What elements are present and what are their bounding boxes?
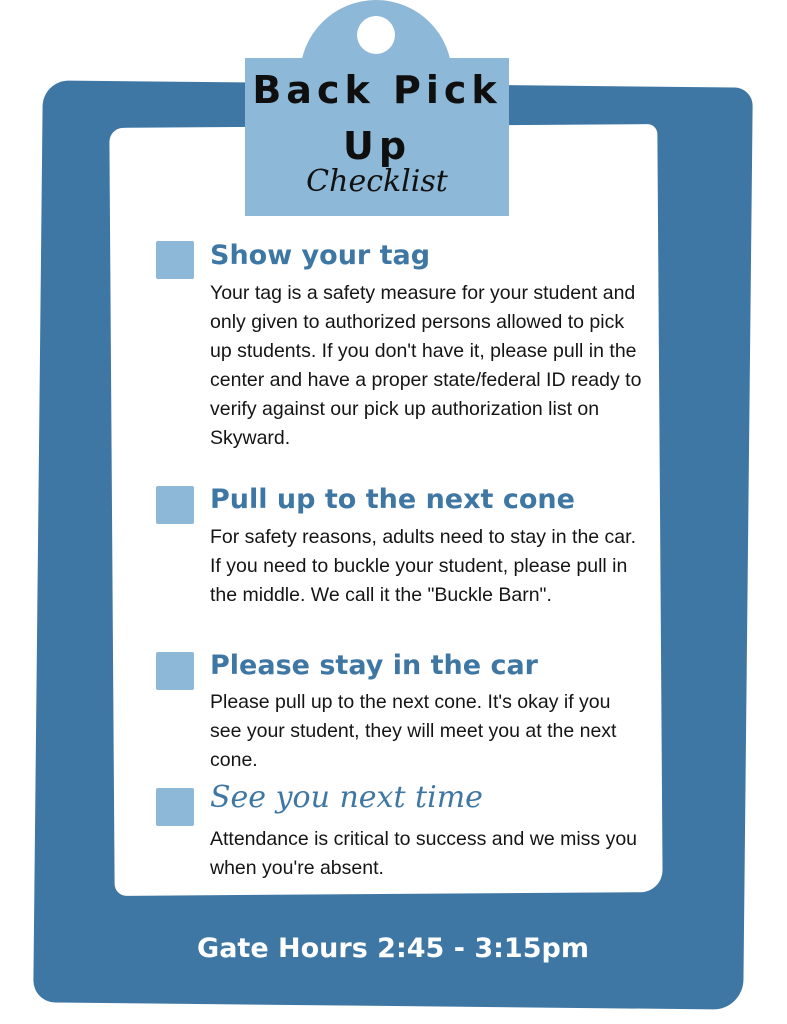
clip-hole xyxy=(357,16,395,54)
title-line-2: Up xyxy=(342,124,412,168)
title-line-1: Back Pick xyxy=(252,68,502,112)
item-body-show-tag: Your tag is a safety measure for your student and only given to authorized persons allowed to pick up students. If you don't have it, please pull in the center and have a proper state/federal ID ready to verify against our pick up authorization list on Skyward. xyxy=(210,282,642,449)
checkbox-stay-in-car[interactable] xyxy=(156,652,194,690)
item-title-next-cone: Pull up to the next cone xyxy=(210,484,575,515)
gate-hours: Gate Hours 2:45 - 3:15pm xyxy=(197,933,589,964)
checkbox-show-tag[interactable] xyxy=(156,241,194,279)
item-body-see-you: Attendance is critical to success and we miss you when you're absent. xyxy=(210,828,638,879)
page-title xyxy=(245,62,509,174)
item-body-next-cone: For safety reasons, adults need to stay in the car. If you need to buckle your student, please pull in the middle. We call it the "Buckle Barn". xyxy=(210,526,636,606)
checkbox-next-cone[interactable] xyxy=(156,486,194,524)
checkbox-see-you[interactable] xyxy=(156,788,194,826)
page-subtitle: Checklist xyxy=(306,164,448,199)
item-body-stay-in-car: Please pull up to the next cone. It's okay if you see your student, they will meet you at the next cone. xyxy=(210,691,617,771)
item-title-stay-in-car: Please stay in the car xyxy=(210,650,538,681)
item-title-see-you: See you next time xyxy=(210,780,483,815)
item-title-show-tag: Show your tag xyxy=(210,240,431,271)
